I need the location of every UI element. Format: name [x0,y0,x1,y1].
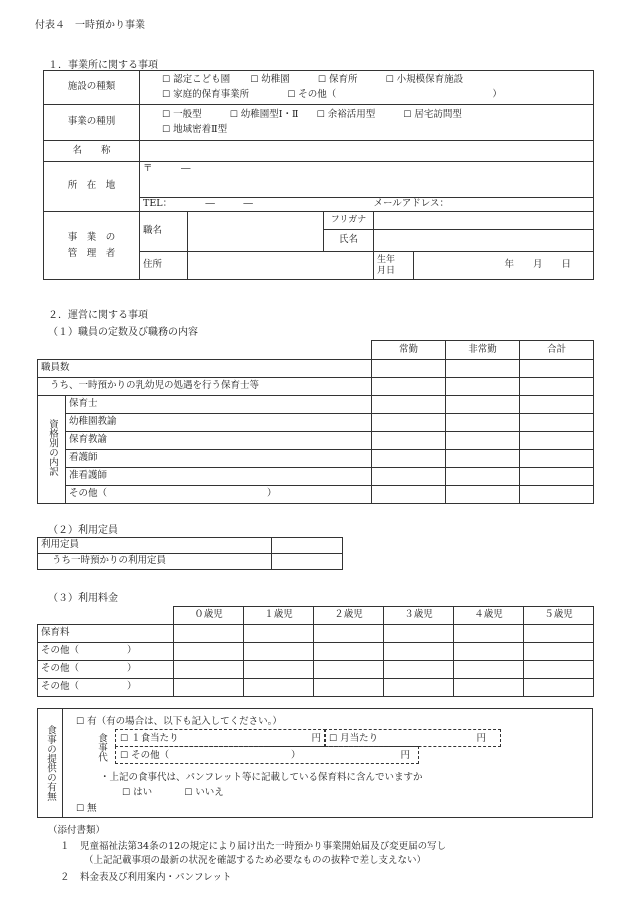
cell[interactable] [314,661,384,679]
fees-heading: （３）利用料金 [48,593,118,604]
row-fee-other-text: その他（ [41,663,80,675]
cell[interactable] [384,679,454,697]
checkbox-meal-yes[interactable]: ☐ [76,717,85,727]
col-fulltime: 常勤 [372,341,446,360]
option-yoyu: 余裕活用型 [327,109,376,120]
cell[interactable] [454,643,524,661]
cell[interactable] [454,625,524,643]
attachment-2-num: ２ [60,872,70,883]
row-junkangoshi: 准看護師 [66,468,372,486]
checkbox-yoyu[interactable]: ☐ [316,110,325,120]
cell[interactable] [524,661,594,679]
manager-name-label: 氏名 [324,230,374,252]
row-staff-other [66,486,372,504]
section1-heading: １．事業所に関する事項 [48,60,158,71]
row-fee-other-3 [38,679,174,697]
cell[interactable] [174,643,244,661]
cell[interactable] [314,679,384,697]
meal-side-text: 食事の提供の有無 [45,725,56,801]
meal-no-label: 無 [87,803,97,814]
meal-cost-label [94,729,108,765]
option-nintei: 認定こども園 [173,74,231,86]
furigana-label: フリガナ [324,212,374,230]
option-kyotaku: 居宅訪問型 [414,109,462,120]
business-type-label: 事業の種別 [44,105,140,141]
cell[interactable] [446,486,520,504]
temporary-capacity-field[interactable] [272,554,343,570]
cell[interactable] [446,360,520,378]
cell[interactable] [520,468,594,486]
row-fee: 保育料 [38,625,174,643]
age-0: ０歳児 [174,607,244,625]
name-label: 名 称 [44,141,140,162]
col-parttime: 非常勤 [446,341,520,360]
row-fee-other-text: その他（ [41,681,80,693]
dob-field[interactable]: 年 月 日 [414,252,594,280]
cell[interactable] [372,360,446,378]
option-facility-other: その他（ [298,88,337,100]
facility-table [43,70,594,280]
cell[interactable] [454,661,524,679]
row-hoikushi: 保育士 [66,396,372,414]
cell[interactable] [520,450,594,468]
meal-box [37,708,593,818]
manager-address-field[interactable] [188,252,374,280]
cell[interactable] [520,378,594,396]
cell[interactable] [372,432,446,450]
cell[interactable] [446,468,520,486]
manager-title-label: 職名 [140,212,188,252]
row-fee-other-2 [38,661,174,679]
option-small-scale: 小規模保育施設 [396,74,464,86]
checkbox-per-month[interactable]: ☐ [329,734,338,744]
cell[interactable] [520,486,594,504]
staff-table [37,340,594,504]
meal-other-close: ） [291,750,301,761]
cell[interactable] [520,396,594,414]
meal-answer-row [122,784,224,798]
checkbox-nintei[interactable]: ☐ [162,75,171,86]
cell[interactable] [446,414,520,432]
row-nursery-staff: うち、一時預かりの乳幼児の処遇を行う保育士等 [38,378,372,396]
qualification-side-text: 資格別の内訳 [46,419,58,477]
checkbox-yochien[interactable]: ☐ [250,75,259,86]
cell[interactable] [174,661,244,679]
cell[interactable] [384,625,454,643]
form-title: 付表４ 一時預かり事業 [35,20,145,31]
cell[interactable] [372,468,446,486]
cell[interactable] [372,414,446,432]
attachment-1: 児童福祉法第34条の12の規定により届け出た一時預かり事業開始届及び変更届の写し [80,841,447,852]
option-katei: 家庭的保育事業所 [173,88,250,100]
checkbox-yochien-type[interactable]: ☐ [229,110,238,120]
capacity-label: 利用定員 [38,538,272,554]
furigana-field[interactable] [374,212,594,230]
staff-heading: （１）職員の定数及び職務の内容 [48,327,198,338]
checkbox-chiiki[interactable]: ☐ [162,124,171,135]
dob-label-line1: 生年 [377,254,396,265]
attachment-2: 料金表及び利用案内・パンフレット [80,872,232,883]
age-1: １歳児 [244,607,314,625]
cell[interactable] [446,396,520,414]
option-yochien-type: 幼稚園型Ⅰ・Ⅱ [240,109,299,120]
row-kangoshi: 看護師 [66,450,372,468]
cell[interactable] [174,625,244,643]
checkbox-ippan[interactable]: ☐ [162,110,171,120]
option-chiiki: 地域密着Ⅱ型 [173,123,228,135]
cell[interactable] [244,679,314,697]
meal-yes-row [76,713,282,727]
cell[interactable] [372,486,446,504]
cell[interactable] [524,679,594,697]
age-4: ４歳児 [454,607,524,625]
cell[interactable] [520,360,594,378]
checkbox-meal-no[interactable]: ☐ [76,804,85,814]
meal-yes-label: 有（有の場合は、以下も記入してください。） [87,716,282,727]
cell[interactable] [174,679,244,697]
row-fee-other-text: その他（ [41,645,80,657]
manager-label-line2: 管 理 者 [67,247,116,259]
manager-address-label: 住所 [140,252,188,280]
capacity-heading: （２）利用定員 [48,525,118,536]
cell[interactable] [244,643,314,661]
attachment-1-num: １ [60,841,70,852]
cell[interactable] [314,643,384,661]
per-meal-yen: 円 [311,733,321,744]
cell[interactable] [454,679,524,697]
cell[interactable] [372,396,446,414]
row-yochien-kyoyu: 幼稚園教諭 [66,414,372,432]
qualification-side-label [38,396,66,504]
cell[interactable] [446,432,520,450]
checkbox-meal-other[interactable]: ☐ [120,751,129,761]
cell[interactable] [524,643,594,661]
cell[interactable] [244,661,314,679]
capacity-table [37,537,343,570]
cell[interactable] [372,450,446,468]
cell[interactable] [446,450,520,468]
name-field[interactable] [140,141,594,162]
row-staff-count: 職員数 [38,360,372,378]
row-fee-other-close: ） [127,663,137,675]
address-field[interactable] [140,184,594,198]
checkbox-katei[interactable]: ☐ [162,89,171,100]
checkbox-facility-other[interactable]: ☐ [287,89,296,100]
checkbox-small-scale[interactable]: ☐ [385,75,394,86]
meal-question: ・上記の食事代は、パンフレット等に記載している保育料に含んでいますか [100,772,423,783]
fees-table [37,606,594,697]
capacity-field[interactable] [272,538,343,554]
checkbox-answer-yes[interactable]: ☐ [122,788,131,798]
meal-other-box[interactable] [115,746,419,764]
meal-no-row [76,800,97,814]
per-meal-box[interactable] [115,729,326,747]
option-hoikusho: 保育所 [328,74,358,86]
per-month-yen: 円 [476,733,486,744]
per-month-label: 月当たり [340,733,379,744]
section2-heading: ２．運営に関する事項 [48,310,148,321]
checkbox-per-meal[interactable]: ☐ [120,734,129,744]
cell[interactable] [372,378,446,396]
per-meal-label: １食当たり [131,733,179,744]
col-total: 合計 [520,341,594,360]
answer-no-label: いいえ [195,787,224,798]
facility-type-label: 施設の種類 [44,71,140,105]
row-fee-other-close: ） [127,645,137,657]
age-5: ５歳児 [524,607,594,625]
option-ippan: 一般型 [173,109,202,120]
cell[interactable] [384,643,454,661]
dob-label [374,252,414,280]
cell[interactable] [244,625,314,643]
per-month-box[interactable] [324,729,501,747]
manager-title-field[interactable] [188,212,324,252]
dob-label-line2: 月日 [377,265,396,276]
cell[interactable] [524,625,594,643]
cell[interactable] [446,378,520,396]
manager-label-line1: 事 業 の [67,232,116,244]
option-yochien: 幼稚園 [261,74,290,86]
row-staff-other-close: ） [267,488,277,500]
email-field[interactable]: メールアドレス： [374,198,594,212]
temporary-capacity-label: うち一時預かりの利用定員 [38,554,272,570]
cell[interactable] [520,432,594,450]
postal-field[interactable]: 〒 ― [140,162,594,184]
row-hoiku-kyoyu: 保育教諭 [66,432,372,450]
option-facility-other-close: ） [492,88,502,100]
row-staff-other-text: その他（ [69,488,108,500]
meal-side-label [38,709,63,817]
age-3: ３歳児 [384,607,454,625]
answer-yes-label: はい [133,787,153,798]
checkbox-answer-no[interactable]: ☐ [184,788,193,798]
cell[interactable] [520,414,594,432]
manager-label [44,212,140,280]
attachment-1-note: （上記記載事項の最新の状況を確認するため必要なものの抜粋で差し支えない） [84,855,427,866]
meal-other-yen: 円 [400,750,410,761]
address-label: 所 在 地 [44,162,140,212]
row-fee-other-close: ） [127,681,137,693]
cell[interactable] [384,661,454,679]
attachments-heading: （添付書類） [48,825,106,836]
age-2: ２歳児 [314,607,384,625]
cell[interactable] [314,625,384,643]
manager-name-field[interactable] [374,230,594,252]
checkbox-kyotaku[interactable]: ☐ [403,110,412,120]
row-fee-other-1 [38,643,174,661]
checkbox-hoikusho[interactable]: ☐ [317,75,326,86]
meal-cost-text: 食事代 [96,732,107,762]
tel-field[interactable]: TEL： ― ― [140,198,374,212]
meal-other-label: その他（ [131,750,170,761]
